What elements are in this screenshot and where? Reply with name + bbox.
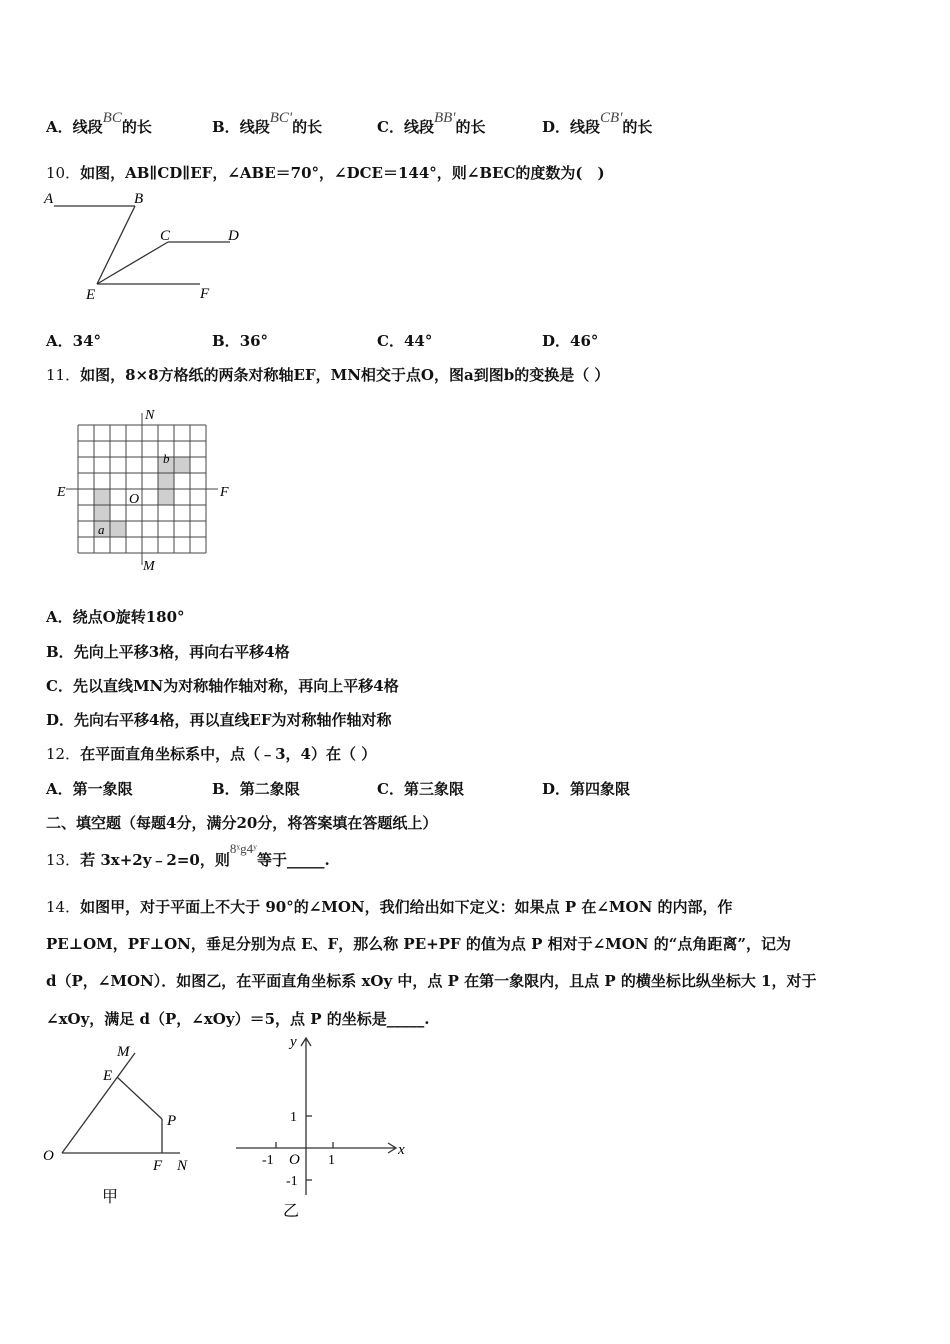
fig-jia-label-e: E: [103, 1068, 113, 1084]
fig-yi-label-1y: 1: [290, 1110, 297, 1125]
q14-figure-yi: [228, 1030, 418, 1225]
shaded-cell: [94, 505, 110, 521]
q10-label-c: C: [160, 228, 171, 244]
shaded-cell: [158, 473, 174, 489]
fig-yi-label-x: x: [398, 1142, 405, 1158]
q11-option-d[interactable]: D．先向右平移4格，再以直线EF为对称轴作轴对称: [46, 711, 392, 729]
q14-figure-jia: [40, 1040, 210, 1215]
fig-yi-label-y: y: [290, 1034, 297, 1050]
q14-line-4: ∠xOy，满足 d（P，∠xOy）＝5，点 P 的坐标是_____.: [46, 1010, 430, 1028]
q10-option-d[interactable]: D．46°: [542, 332, 599, 350]
q10-label-b: B: [134, 191, 144, 207]
q11-label-f: F: [220, 485, 229, 500]
q12-option-c[interactable]: C．第三象限: [377, 780, 464, 798]
q11-label-e: E: [57, 485, 66, 500]
shaded-cell: [158, 489, 174, 505]
q10-label-e: E: [86, 287, 96, 303]
fig-yi-label-o: O: [289, 1152, 300, 1168]
q12-option-d[interactable]: D．第四象限: [542, 780, 631, 798]
q11-label-n: N: [145, 408, 155, 423]
q12-option-b[interactable]: B．第二象限: [212, 780, 300, 798]
q10-label-d: D: [228, 228, 239, 244]
q11-label-m: M: [143, 559, 155, 574]
q10-figure: [40, 186, 250, 304]
q11-label-a: a: [98, 522, 105, 537]
fig-jia-label-f: F: [153, 1158, 163, 1174]
q11-label-o: O: [129, 492, 140, 507]
q11-grid-figure: [52, 404, 242, 576]
q14-line-2: PE⊥OM，PF⊥ON，垂足分别为点 E、F，那么称 PE+PF 的值为点 P 相对于∠MON 的“点角距离”，记为: [46, 935, 792, 953]
q9-option-c[interactable]: C．线段BB'的长: [377, 110, 486, 136]
q10-label-a: A: [44, 191, 54, 207]
q10-stem: 10．如图，AB∥CD∥EF，∠ABE＝70°，∠DCE＝144°，则∠BEC的度数为( ): [46, 164, 605, 182]
q14-line-1: 14．如图甲，对于平面上不大于 90°的∠MON，我们给出如下定义：如果点 P 在∠MON 的内部，作: [46, 898, 733, 916]
q14-line-3: d（P，∠MON）．如图乙，在平面直角坐标系 xOy 中，点 P 在第一象限内，且点 P 的横坐标比纵坐标大 1，对于: [46, 972, 817, 990]
fig-jia-label-p: P: [167, 1113, 177, 1129]
q12-stem: 12．在平面直角坐标系中，点（﹣3，4）在（ ）: [46, 745, 377, 763]
shaded-cell: [174, 457, 190, 473]
fig-jia-label-o: O: [43, 1148, 54, 1164]
fig-yi-caption: 乙: [283, 1201, 300, 1220]
shaded-cell: [110, 521, 126, 537]
q9-option-a[interactable]: A．线段BC的长: [46, 110, 152, 136]
section-title: 二、填空题（每题4分，满分20分，将答案填在答题纸上）: [46, 814, 438, 832]
q11-label-b: b: [163, 451, 170, 466]
q11-stem: 11．如图，8×8方格纸的两条对称轴EF，MN相交于点O，图a到图b的变换是（ ）: [46, 366, 610, 384]
q11-option-a[interactable]: A．绕点O旋转180°: [46, 608, 185, 626]
fig-jia-label-n: N: [177, 1158, 188, 1174]
fig-yi-label-neg1x: -1: [262, 1153, 274, 1168]
fig-yi-label-1x: 1: [328, 1153, 335, 1168]
fig-jia-label-m: M: [117, 1044, 130, 1060]
q9-option-b[interactable]: B．线段BC'的长: [212, 110, 323, 136]
shaded-cell: [94, 489, 110, 505]
q10-option-b[interactable]: B．36°: [212, 332, 269, 350]
q12-option-a[interactable]: A．第一象限: [46, 780, 133, 798]
q10-label-f: F: [200, 286, 210, 302]
q9-option-d[interactable]: D．线段CB'的长: [542, 110, 653, 136]
q11-option-b[interactable]: B．先向上平移3格，再向右平移4格: [46, 643, 290, 661]
fig-jia-caption: 甲: [102, 1187, 119, 1206]
q10-option-a[interactable]: A．34°: [46, 332, 102, 350]
q13-stem: 13．若 3x+2y﹣2=0，则8ˣg4ʸ等于_____.: [46, 841, 330, 869]
fig-yi-label-neg1y: -1: [286, 1174, 298, 1189]
q10-option-c[interactable]: C．44°: [377, 332, 433, 350]
q11-option-c[interactable]: C．先以直线MN为对称轴作轴对称，再向上平移4格: [46, 677, 399, 695]
